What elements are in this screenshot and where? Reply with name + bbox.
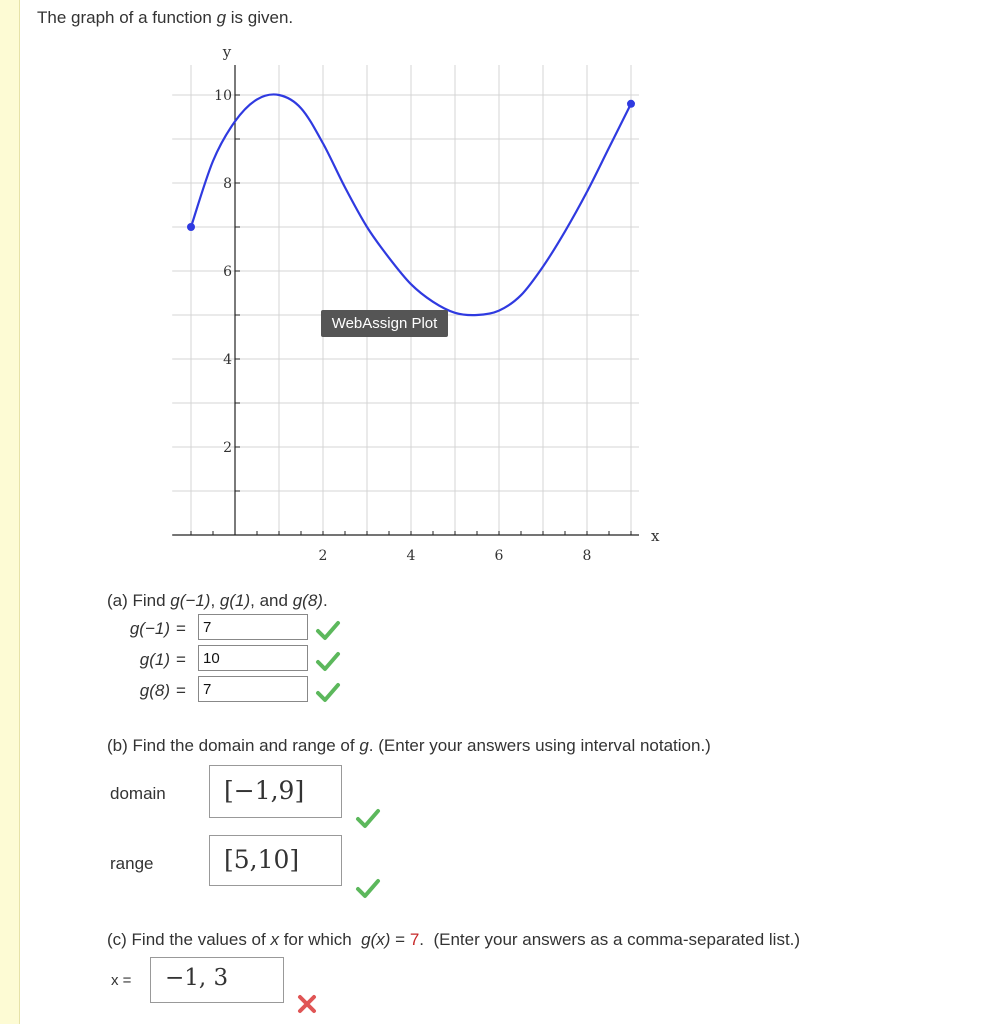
check-icon	[316, 651, 340, 671]
g-8-equals: =	[176, 681, 186, 700]
x-axis-label: x	[651, 527, 660, 545]
left-margin-stripe	[0, 0, 20, 1024]
g-1-equals: =	[176, 650, 186, 669]
g-neg1-label: g(−1)	[129, 619, 170, 638]
x-values-input[interactable]: −1, 3	[150, 957, 284, 1003]
y-tick-label: 6	[223, 264, 232, 280]
endpoint-dot	[627, 100, 635, 108]
endpoint-dot	[187, 223, 195, 231]
g-1-input[interactable]: 10	[198, 645, 308, 671]
g-8-label: g(8)	[139, 681, 170, 700]
range-input[interactable]: [5,10]	[209, 835, 342, 886]
y-tick-label: 2	[223, 440, 232, 456]
g-neg1-input[interactable]: 7	[198, 614, 308, 640]
y-axis-label: y	[222, 43, 232, 61]
x-equals-label: x =	[111, 972, 132, 989]
check-icon	[316, 682, 340, 702]
range-label: range	[110, 854, 154, 873]
part-b-prompt: (b) Find the domain and range of g. (Enter your answers using interval notation.)	[107, 736, 711, 755]
y-tick-label: 8	[223, 176, 232, 192]
question-intro: The graph of a function g is given.	[37, 8, 294, 27]
cross-icon	[297, 994, 317, 1014]
webassign-plot-tooltip: WebAssign Plot	[321, 310, 448, 337]
part-c-prompt: (c) Find the values of x for which g(x) = 7. (Enter your answers as a comma-separated list.)	[107, 930, 801, 949]
x-tick-label: 4	[406, 548, 416, 564]
part-a-prompt: (a) Find g(−1), g(1), and g(8).	[107, 591, 328, 610]
y-tick-label: 4	[223, 352, 232, 368]
check-icon	[356, 878, 380, 898]
y-tick-label: 10	[214, 88, 232, 104]
x-tick-label: 8	[582, 548, 592, 564]
g-8-input[interactable]: 7	[198, 676, 308, 702]
g-1-label: g(1)	[139, 650, 170, 669]
x-tick-label: 6	[494, 548, 504, 564]
check-icon	[316, 620, 340, 640]
check-icon	[356, 808, 380, 828]
domain-input[interactable]: [−1,9]	[209, 765, 342, 818]
g-neg1-equals: =	[176, 619, 186, 638]
x-tick-label: 2	[318, 548, 328, 564]
domain-label: domain	[110, 784, 166, 803]
